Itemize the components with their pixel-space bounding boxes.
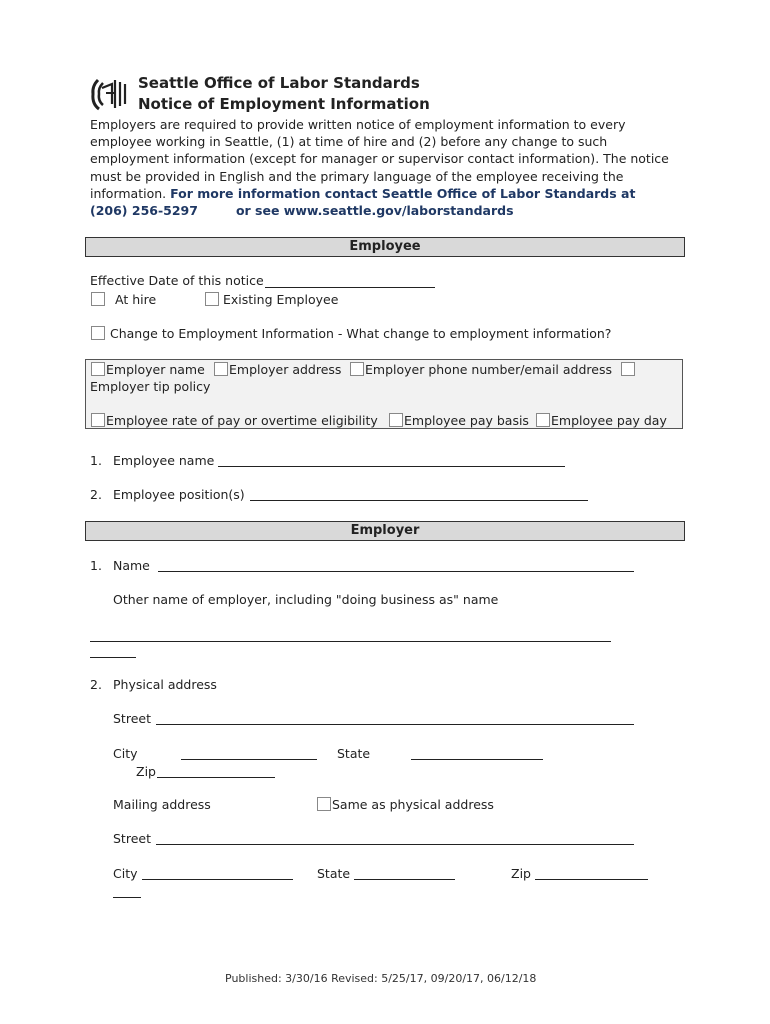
contact-phone: (206) 256-5297 [90, 203, 198, 219]
same-as-physical-label: Same as physical address [332, 797, 494, 812]
zip-field[interactable] [157, 777, 275, 778]
state-field[interactable] [411, 759, 543, 760]
employee-q2-number: 2. [90, 487, 102, 502]
intro-paragraph [90, 116, 680, 219]
employer-name-label: Name [113, 558, 150, 573]
employer-section-heading: Employer [85, 521, 685, 541]
employee-name-label: Employee name [113, 453, 215, 468]
employee-position-label: Employee position(s) [113, 487, 245, 502]
effective-date-label: Effective Date of this notice [90, 273, 264, 288]
employee-q1-number: 1. [90, 453, 102, 468]
city-label: City [113, 746, 138, 761]
employee-position-field[interactable] [250, 500, 588, 501]
street-label: Street [113, 711, 151, 726]
rate-of-pay-option: Employee rate of pay or overtime eligibility [106, 413, 378, 428]
employee-name-field[interactable] [218, 466, 565, 467]
mailing-address-label: Mailing address [113, 797, 211, 812]
mailing-zip-label: Zip [511, 866, 531, 881]
mailing-city-label: City [113, 866, 138, 881]
pay-day-option: Employee pay day [551, 413, 667, 428]
change-checkbox[interactable] [91, 326, 105, 340]
existing-employee-checkbox[interactable] [205, 292, 219, 306]
city-field[interactable] [181, 759, 317, 760]
effective-date-field[interactable] [265, 287, 435, 288]
mailing-zip-field[interactable] [535, 879, 648, 880]
rate-of-pay-checkbox[interactable] [91, 413, 105, 427]
publication-footer: Published: 3/30/16 Revised: 5/25/17, 09/20/17, 06/12/18 [225, 972, 537, 985]
employer-phone-option: Employer phone number/email address [365, 362, 612, 377]
at-hire-label: At hire [115, 292, 157, 307]
document-title: Notice of Employment Information [138, 95, 430, 113]
physical-address-label: Physical address [113, 677, 217, 692]
mailing-state-field[interactable] [354, 879, 455, 880]
state-label: State [337, 746, 371, 761]
change-label: Change to Employment Information - What change to employment information? [110, 326, 612, 341]
pay-day-checkbox[interactable] [536, 413, 550, 427]
employer-name-option: Employer name [106, 362, 205, 377]
existing-employee-label: Existing Employee [223, 292, 339, 307]
mailing-street-field[interactable] [156, 844, 634, 845]
employer-address-checkbox[interactable] [214, 362, 228, 376]
seattle-logo-icon [90, 74, 130, 114]
mailing-state-label: State [317, 866, 351, 881]
intro-text: Employers are required to provide written notice of employment information to every employee working in Seattle, (1) at time of hire and (2) before any change to such employment information (except for manager or supervisor contact information). The notice must be provided in English and the primary language of the employee receiving the information. [90, 117, 669, 201]
other-name-field-continued[interactable] [90, 657, 136, 658]
tip-policy-option: Employer tip policy [90, 379, 211, 394]
contact-line-1: For more information contact Seattle Office of Labor Standards at [170, 185, 636, 201]
other-name-field[interactable] [90, 641, 611, 642]
employer-q2-number: 2. [90, 677, 102, 692]
contact-website: or see www.seattle.gov/laborstandards [235, 203, 514, 219]
pay-basis-option: Employee pay basis [404, 413, 529, 428]
employer-name-field[interactable] [158, 571, 634, 572]
zip-label: Zip [136, 764, 156, 779]
same-as-physical-checkbox[interactable] [317, 797, 331, 811]
employee-section-heading: Employee [85, 237, 685, 257]
employer-q1-number: 1. [90, 558, 102, 573]
employer-address-option: Employer address [229, 362, 342, 377]
other-name-label: Other name of employer, including "doing business as" name [113, 592, 499, 607]
tip-policy-checkbox[interactable] [621, 362, 635, 376]
mailing-zip-field-continued[interactable] [113, 897, 141, 898]
street-field[interactable] [156, 724, 634, 725]
pay-basis-checkbox[interactable] [389, 413, 403, 427]
mailing-street-label: Street [113, 831, 151, 846]
employer-phone-checkbox[interactable] [350, 362, 364, 376]
mailing-city-field[interactable] [142, 879, 293, 880]
at-hire-checkbox[interactable] [91, 292, 105, 306]
org-title: Seattle Office of Labor Standards [138, 74, 420, 92]
employer-name-checkbox[interactable] [91, 362, 105, 376]
